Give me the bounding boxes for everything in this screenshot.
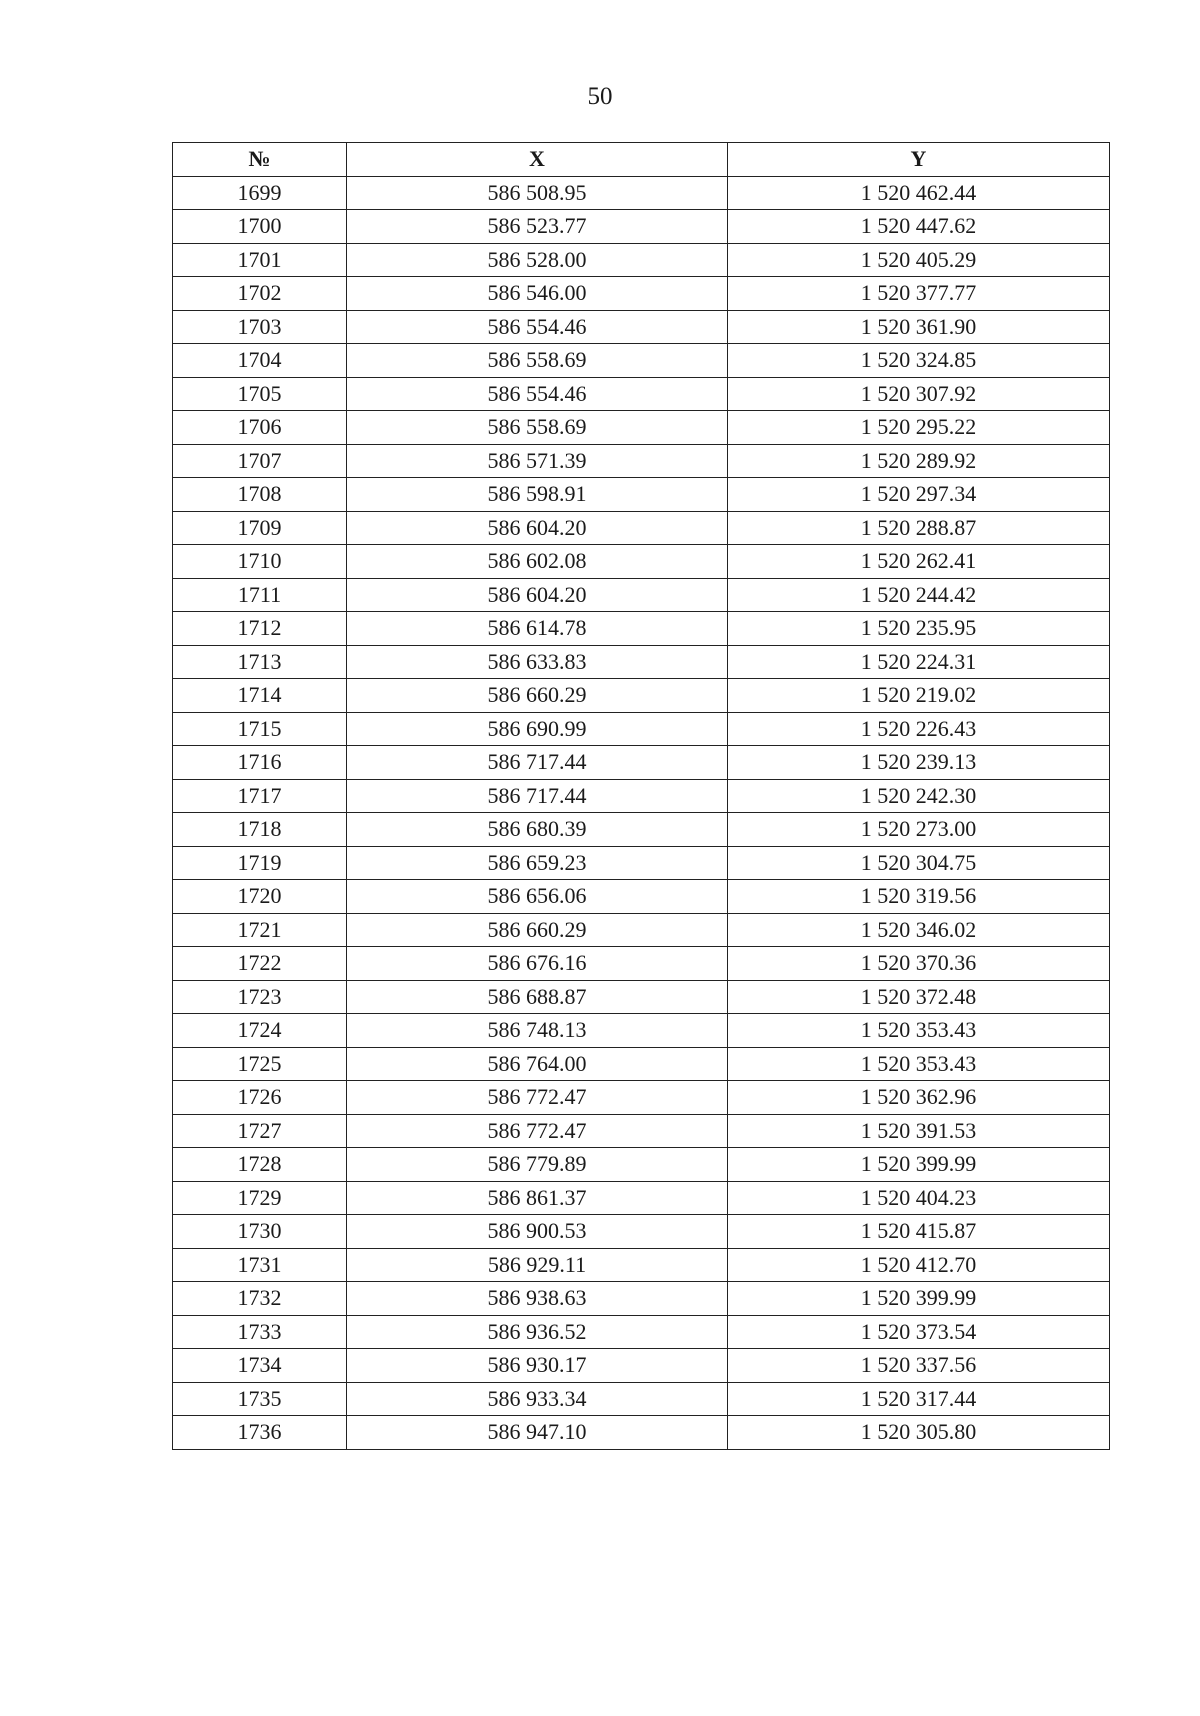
table-row <box>173 1215 1110 1249</box>
cell-x: 586 933.34 <box>347 1382 728 1416</box>
cell-number: 1706 <box>173 411 347 445</box>
table-row <box>173 277 1110 311</box>
cell-number: 1722 <box>173 947 347 981</box>
cell-x: 586 558.69 <box>347 344 728 378</box>
cell-y: 1 520 412.70 <box>728 1248 1110 1282</box>
cell-x: 586 558.69 <box>347 411 728 445</box>
cell-y: 1 520 346.02 <box>728 913 1110 947</box>
cell-number: 1716 <box>173 746 347 780</box>
page-number: 50 <box>587 83 613 110</box>
table-row <box>173 679 1110 713</box>
cell-number: 1710 <box>173 545 347 579</box>
cell-y: 1 520 391.53 <box>728 1114 1110 1148</box>
table-row <box>173 210 1110 244</box>
cell-number: 1727 <box>173 1114 347 1148</box>
cell-number: 1713 <box>173 645 347 679</box>
cell-x: 586 772.47 <box>347 1114 728 1148</box>
cell-number: 1717 <box>173 779 347 813</box>
cell-y: 1 520 415.87 <box>728 1215 1110 1249</box>
table-row <box>173 980 1110 1014</box>
cell-number: 1714 <box>173 679 347 713</box>
cell-number: 1719 <box>173 846 347 880</box>
cell-number: 1736 <box>173 1416 347 1450</box>
cell-y: 1 520 337.56 <box>728 1349 1110 1383</box>
cell-x: 586 633.83 <box>347 645 728 679</box>
cell-x: 586 614.78 <box>347 612 728 646</box>
table-row <box>173 1382 1110 1416</box>
cell-x: 586 602.08 <box>347 545 728 579</box>
table-row <box>173 779 1110 813</box>
table-body <box>173 176 1110 1449</box>
cell-number: 1718 <box>173 813 347 847</box>
cell-x: 586 779.89 <box>347 1148 728 1182</box>
cell-number: 1707 <box>173 444 347 478</box>
table-row <box>173 947 1110 981</box>
cell-y: 1 520 399.99 <box>728 1282 1110 1316</box>
cell-x: 586 772.47 <box>347 1081 728 1115</box>
header-number: № <box>173 143 347 177</box>
cell-x: 586 604.20 <box>347 578 728 612</box>
cell-x: 586 676.16 <box>347 947 728 981</box>
table-row <box>173 1047 1110 1081</box>
cell-y: 1 520 399.99 <box>728 1148 1110 1182</box>
cell-number: 1712 <box>173 612 347 646</box>
table-row <box>173 746 1110 780</box>
header-row <box>173 143 1110 177</box>
cell-number: 1700 <box>173 210 347 244</box>
cell-number: 1732 <box>173 1282 347 1316</box>
cell-x: 586 717.44 <box>347 779 728 813</box>
cell-y: 1 520 377.77 <box>728 277 1110 311</box>
table-row <box>173 645 1110 679</box>
table-row <box>173 578 1110 612</box>
table-row <box>173 1416 1110 1450</box>
cell-x: 586 660.29 <box>347 679 728 713</box>
table-row <box>173 377 1110 411</box>
cell-y: 1 520 262.41 <box>728 545 1110 579</box>
cell-y: 1 520 304.75 <box>728 846 1110 880</box>
table-row <box>173 1114 1110 1148</box>
cell-x: 586 660.29 <box>347 913 728 947</box>
cell-y: 1 520 361.90 <box>728 310 1110 344</box>
table-row <box>173 1081 1110 1115</box>
table-row <box>173 913 1110 947</box>
table-row <box>173 846 1110 880</box>
cell-y: 1 520 289.92 <box>728 444 1110 478</box>
header-y: Y <box>728 143 1110 177</box>
table-row <box>173 1181 1110 1215</box>
cell-x: 586 900.53 <box>347 1215 728 1249</box>
cell-number: 1703 <box>173 310 347 344</box>
cell-y: 1 520 305.80 <box>728 1416 1110 1450</box>
cell-x: 586 764.00 <box>347 1047 728 1081</box>
cell-number: 1715 <box>173 712 347 746</box>
cell-y: 1 520 372.48 <box>728 980 1110 1014</box>
cell-y: 1 520 297.34 <box>728 478 1110 512</box>
cell-number: 1730 <box>173 1215 347 1249</box>
cell-y: 1 520 273.00 <box>728 813 1110 847</box>
cell-x: 586 546.00 <box>347 277 728 311</box>
table-row <box>173 612 1110 646</box>
cell-number: 1711 <box>173 578 347 612</box>
cell-y: 1 520 224.31 <box>728 645 1110 679</box>
table-row <box>173 712 1110 746</box>
cell-number: 1708 <box>173 478 347 512</box>
table-row <box>173 545 1110 579</box>
cell-y: 1 520 288.87 <box>728 511 1110 545</box>
cell-number: 1724 <box>173 1014 347 1048</box>
cell-x: 586 508.95 <box>347 176 728 210</box>
cell-y: 1 520 353.43 <box>728 1014 1110 1048</box>
cell-number: 1701 <box>173 243 347 277</box>
cell-y: 1 520 226.43 <box>728 712 1110 746</box>
cell-x: 586 528.00 <box>347 243 728 277</box>
cell-x: 586 690.99 <box>347 712 728 746</box>
cell-x: 586 571.39 <box>347 444 728 478</box>
cell-number: 1720 <box>173 880 347 914</box>
cell-x: 586 929.11 <box>347 1248 728 1282</box>
cell-number: 1731 <box>173 1248 347 1282</box>
cell-x: 586 659.23 <box>347 846 728 880</box>
cell-y: 1 520 404.23 <box>728 1181 1110 1215</box>
cell-y: 1 520 447.62 <box>728 210 1110 244</box>
table-row <box>173 344 1110 378</box>
cell-y: 1 520 242.30 <box>728 779 1110 813</box>
cell-y: 1 520 295.22 <box>728 411 1110 445</box>
cell-number: 1721 <box>173 913 347 947</box>
table-row <box>173 243 1110 277</box>
cell-x: 586 680.39 <box>347 813 728 847</box>
cell-number: 1699 <box>173 176 347 210</box>
cell-y: 1 520 319.56 <box>728 880 1110 914</box>
cell-number: 1702 <box>173 277 347 311</box>
header-x: X <box>347 143 728 177</box>
table-row <box>173 310 1110 344</box>
cell-x: 586 947.10 <box>347 1416 728 1450</box>
table-row <box>173 176 1110 210</box>
table-row <box>173 444 1110 478</box>
cell-number: 1728 <box>173 1148 347 1182</box>
cell-y: 1 520 244.42 <box>728 578 1110 612</box>
cell-number: 1733 <box>173 1315 347 1349</box>
table-header <box>173 143 1110 177</box>
cell-x: 586 748.13 <box>347 1014 728 1048</box>
cell-y: 1 520 373.54 <box>728 1315 1110 1349</box>
table-row <box>173 1248 1110 1282</box>
cell-x: 586 861.37 <box>347 1181 728 1215</box>
table-row <box>173 1014 1110 1048</box>
cell-y: 1 520 353.43 <box>728 1047 1110 1081</box>
cell-number: 1734 <box>173 1349 347 1383</box>
cell-y: 1 520 317.44 <box>728 1382 1110 1416</box>
cell-y: 1 520 235.95 <box>728 612 1110 646</box>
cell-y: 1 520 405.29 <box>728 243 1110 277</box>
cell-number: 1705 <box>173 377 347 411</box>
table-row <box>173 511 1110 545</box>
cell-number: 1735 <box>173 1382 347 1416</box>
cell-x: 586 688.87 <box>347 980 728 1014</box>
cell-y: 1 520 307.92 <box>728 377 1110 411</box>
cell-x: 586 554.46 <box>347 377 728 411</box>
table-row <box>173 880 1110 914</box>
cell-x: 586 938.63 <box>347 1282 728 1316</box>
table-row <box>173 1349 1110 1383</box>
cell-number: 1704 <box>173 344 347 378</box>
table-row <box>173 411 1110 445</box>
table-row <box>173 1315 1110 1349</box>
cell-number: 1726 <box>173 1081 347 1115</box>
cell-y: 1 520 239.13 <box>728 746 1110 780</box>
cell-y: 1 520 324.85 <box>728 344 1110 378</box>
table-row <box>173 1282 1110 1316</box>
cell-y: 1 520 370.36 <box>728 947 1110 981</box>
cell-number: 1709 <box>173 511 347 545</box>
cell-x: 586 930.17 <box>347 1349 728 1383</box>
cell-number: 1725 <box>173 1047 347 1081</box>
cell-x: 586 604.20 <box>347 511 728 545</box>
cell-y: 1 520 219.02 <box>728 679 1110 713</box>
cell-y: 1 520 462.44 <box>728 176 1110 210</box>
cell-x: 586 523.77 <box>347 210 728 244</box>
table-row <box>173 478 1110 512</box>
cell-number: 1723 <box>173 980 347 1014</box>
cell-x: 586 554.46 <box>347 310 728 344</box>
cell-x: 586 936.52 <box>347 1315 728 1349</box>
cell-x: 586 598.91 <box>347 478 728 512</box>
cell-x: 586 656.06 <box>347 880 728 914</box>
cell-number: 1729 <box>173 1181 347 1215</box>
table-row <box>173 813 1110 847</box>
table-row <box>173 1148 1110 1182</box>
cell-y: 1 520 362.96 <box>728 1081 1110 1115</box>
cell-x: 586 717.44 <box>347 746 728 780</box>
coordinates-table <box>172 142 1110 1450</box>
